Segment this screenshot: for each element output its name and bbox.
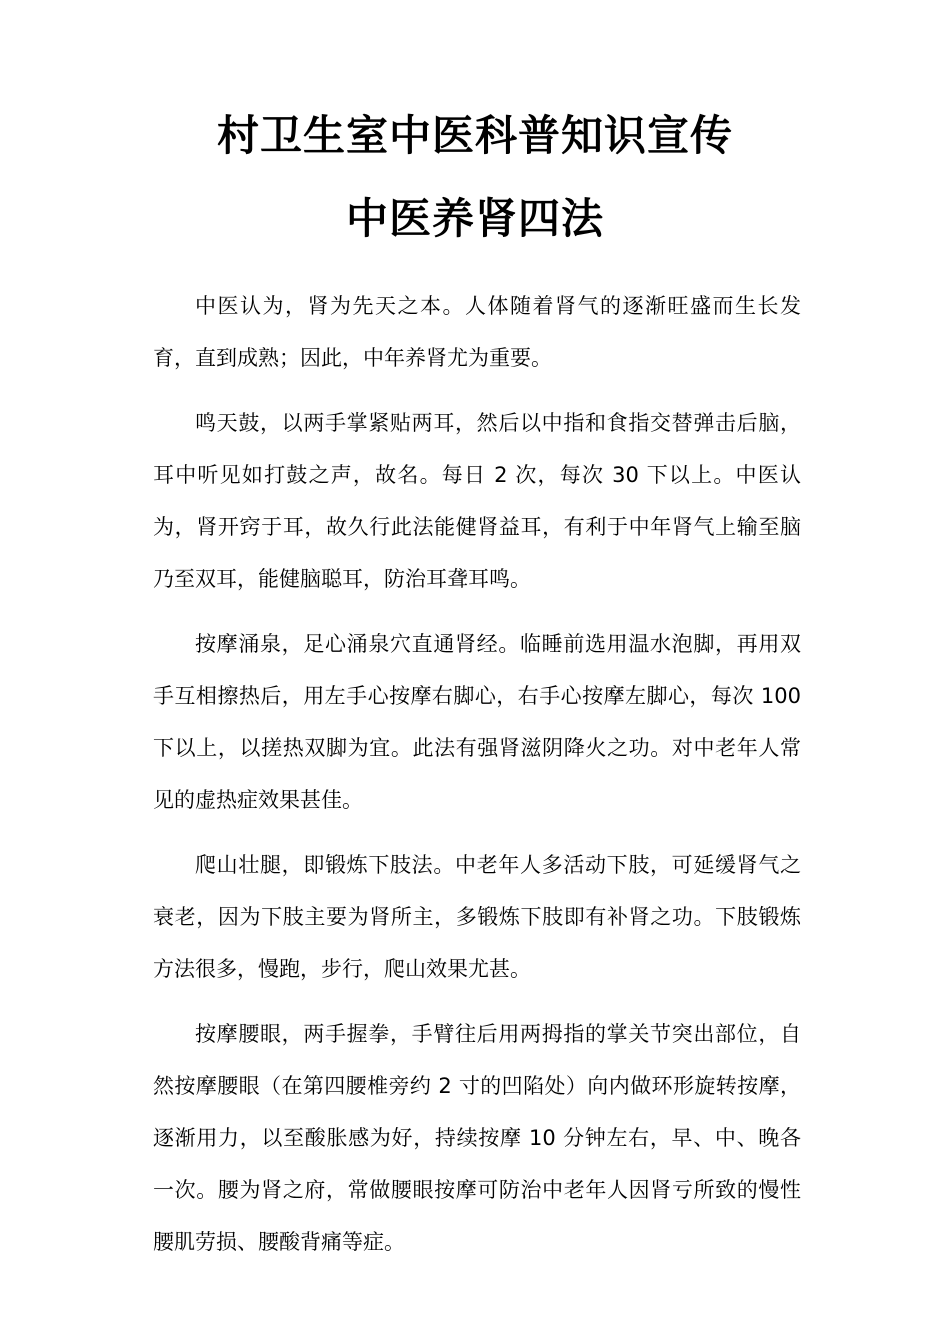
document-body (153, 280, 801, 1281)
paragraph-yong-quan-massage: 按摩涌泉，足心涌泉穴直通肾经。临睡前选用温水泡脚，再用双手互相擦热后，用左手心按摩右脚心，右手心按摩左脚心，每次 100 下以上，以搓热双脚为宜。此法有强肾滋阴降火之功。对中老年人常见的虚热症效果甚佳。 (153, 632, 801, 812)
paragraph-mountain-climbing: 爬山壮腿，即锻炼下肢法。中老年人多活动下肢，可延缓肾气之衰老，因为下肢主要为肾所主，多锻炼下肢即有补肾之功。下肢锻炼方法很多，慢跑，步行，爬山效果尤甚。 (153, 853, 801, 981)
paragraph-ming-tian-gu: 鸣天鼓，以两手掌紧贴两耳，然后以中指和食指交替弹击后脑，耳中听见如打鼓之声，故名。每日 2 次，每次 30 下以上。中医认为，肾开窍于耳，故久行此法能健肾益耳，有利于中年肾气上输至脑乃至双耳，能健脑聪耳，防治耳聋耳鸣。 (153, 411, 801, 591)
document-title: 村卫生室中医科普知识宣传 (216, 111, 733, 160)
paragraph-intro: 中医认为，肾为先天之本。人体随着肾气的逐渐旺盛而生长发育，直到成熟；因此，中年养肾尤为重要。 (153, 294, 801, 370)
document-subtitle: 中医养肾四法 (345, 194, 604, 243)
paragraph-waist-massage: 按摩腰眼，两手握拳，手臂往后用两拇指的掌关节突出部位，自然按摩腰眼（在第四腰椎旁约 2 寸的凹陷处）向内做环形旋转按摩，逐渐用力，以至酸胀感为好，持续按摩 10 分钟左右，早、中、晚各一次。腰为肾之府，常做腰眼按摩可防治中老年人因肾亏所致的慢性腰肌劳损、腰酸背痛等症。 (153, 1022, 801, 1254)
